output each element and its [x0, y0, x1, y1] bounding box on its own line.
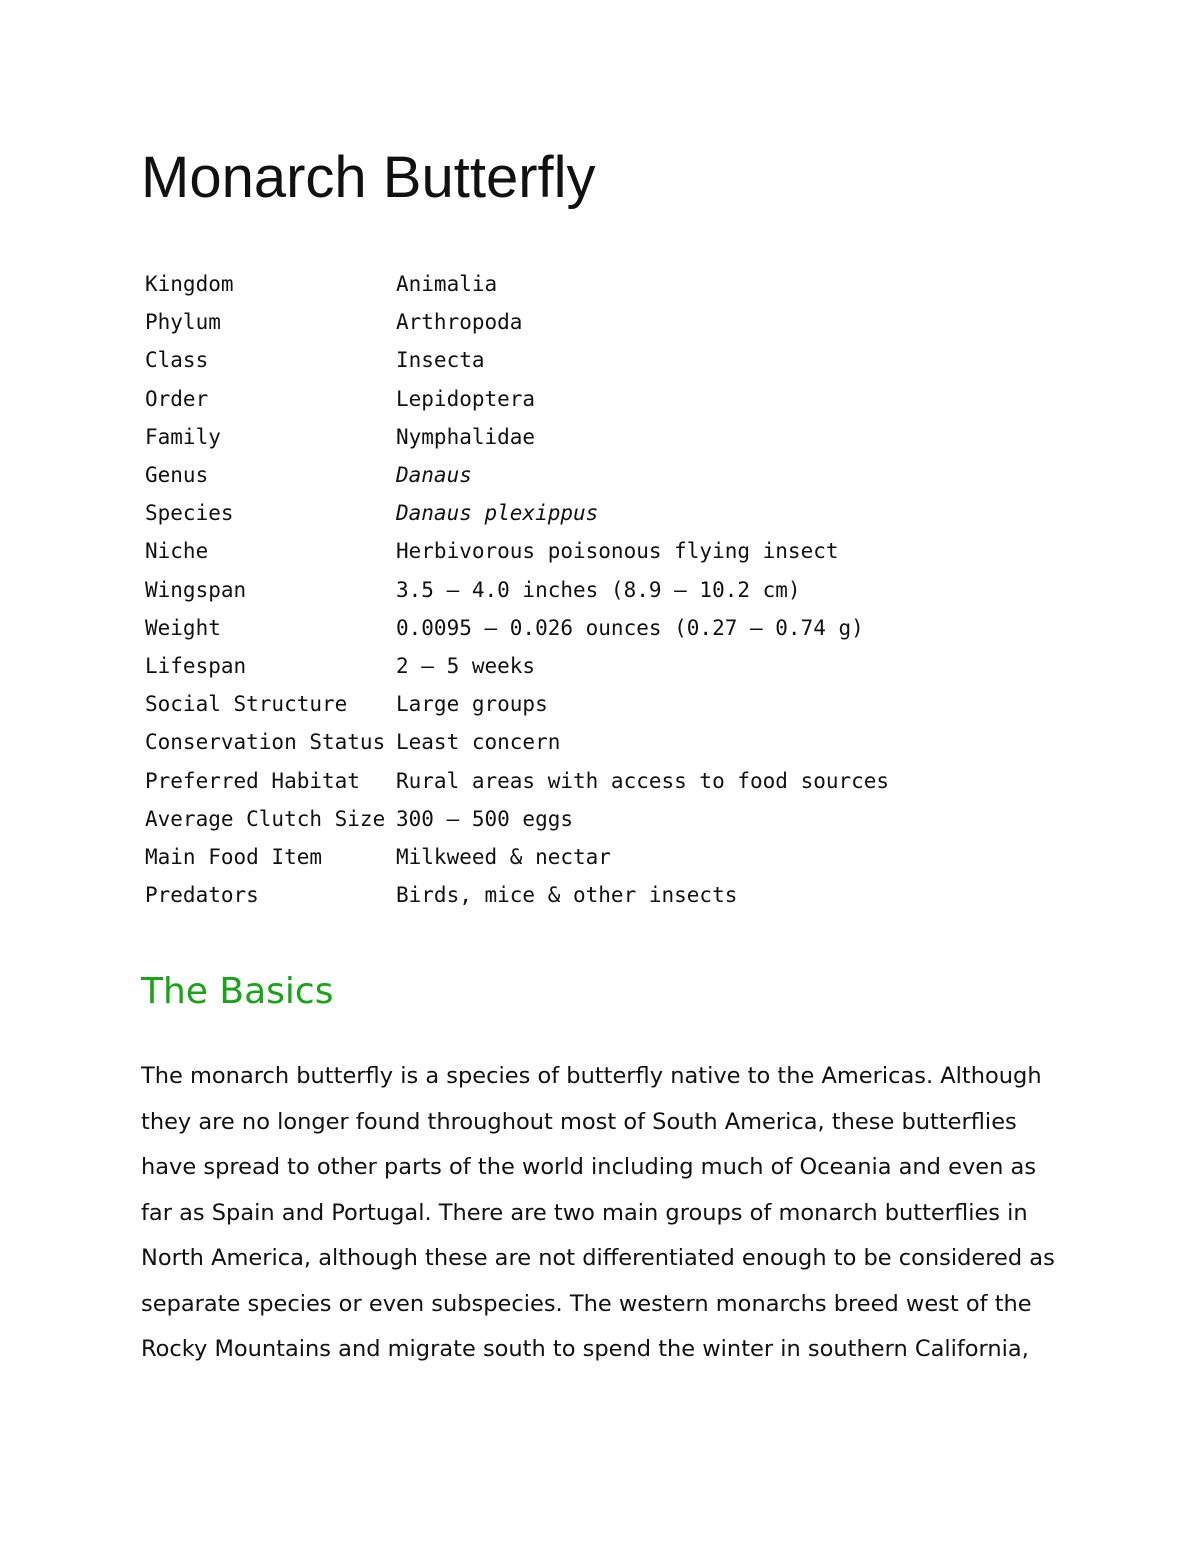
fact-row-species	[145, 494, 1045, 532]
fact-label: Wingspan	[145, 577, 247, 602]
fact-value: Milkweed & nectar	[396, 844, 611, 869]
fact-label: Weight	[145, 615, 221, 640]
fact-row-family	[145, 418, 1045, 456]
fact-value: 2 – 5 weeks	[396, 653, 536, 678]
fact-row-predators	[145, 876, 1045, 914]
fact-row-average-clutch-size	[145, 800, 1045, 838]
fact-value: 300 – 500 eggs	[396, 806, 574, 831]
section-heading: The Basics	[141, 971, 334, 1012]
fact-row-genus	[145, 456, 1045, 494]
fact-value: Lepidoptera	[396, 386, 536, 411]
fact-row-order	[145, 380, 1045, 418]
fact-row-class	[145, 341, 1045, 379]
fact-value: Least concern	[396, 730, 561, 755]
fact-label: Family	[145, 424, 221, 449]
fact-label: Phylum	[145, 310, 221, 335]
fact-label: Main Food Item	[145, 844, 323, 869]
fact-label: Average Clutch Size	[145, 806, 386, 831]
fact-label: Class	[145, 348, 209, 373]
fact-label: Preferred Habitat	[145, 768, 360, 793]
body-paragraph: The monarch butterfly is a species of butterfly native to the Americas. Although they are no longer found throughout most of South America, these butterflies have spread to other parts of the world including much of Oceania and even as far as Spain and Portugal. There are two main groups of monarch butterflies in North America, although these are not differentiated enough to be considered as separate species or even subspecies. The western monarchs breed west of the Rocky Mountains and migrate south to spend the winter in southern California,	[141, 1063, 1055, 1362]
fact-value: Animalia	[396, 272, 498, 297]
fact-row-lifespan	[145, 647, 1045, 685]
fact-table	[145, 265, 1045, 914]
fact-value: Arthropoda	[396, 310, 523, 335]
fact-label: Social Structure	[145, 692, 348, 717]
fact-row-main-food-item	[145, 838, 1045, 876]
fact-row-social-structure	[145, 685, 1045, 723]
fact-label: Niche	[145, 539, 209, 564]
fact-row-phylum	[145, 303, 1045, 341]
fact-row-niche	[145, 532, 1045, 570]
fact-label: Order	[145, 386, 209, 411]
fact-value: Birds, mice & other insects	[396, 883, 738, 908]
fact-value: Danaus plexippus	[396, 501, 599, 526]
fact-value: Herbivorous poisonous flying insect	[396, 539, 839, 564]
fact-label: Kingdom	[145, 272, 234, 297]
fact-label: Lifespan	[145, 653, 247, 678]
fact-value: 3.5 – 4.0 inches (8.9 – 10.2 cm)	[396, 577, 801, 602]
fact-label: Predators	[145, 883, 259, 908]
document-title: Monarch Butterfly	[141, 145, 596, 210]
fact-row-wingspan	[145, 571, 1045, 609]
fact-value: Insecta	[396, 348, 485, 373]
fact-row-preferred-habitat	[145, 761, 1045, 799]
fact-value: Rural areas with access to food sources	[396, 768, 890, 793]
fact-value: Nymphalidae	[396, 424, 536, 449]
fact-row-kingdom	[145, 265, 1045, 303]
fact-label: Species	[145, 501, 234, 526]
fact-row-weight	[145, 609, 1045, 647]
fact-value: Large groups	[396, 692, 548, 717]
fact-row-conservation-status	[145, 723, 1045, 761]
fact-value: 0.0095 – 0.026 ounces (0.27 – 0.74 g)	[396, 615, 864, 640]
fact-label: Conservation Status	[145, 730, 386, 755]
fact-value: Danaus	[396, 463, 472, 488]
fact-label: Genus	[145, 463, 209, 488]
